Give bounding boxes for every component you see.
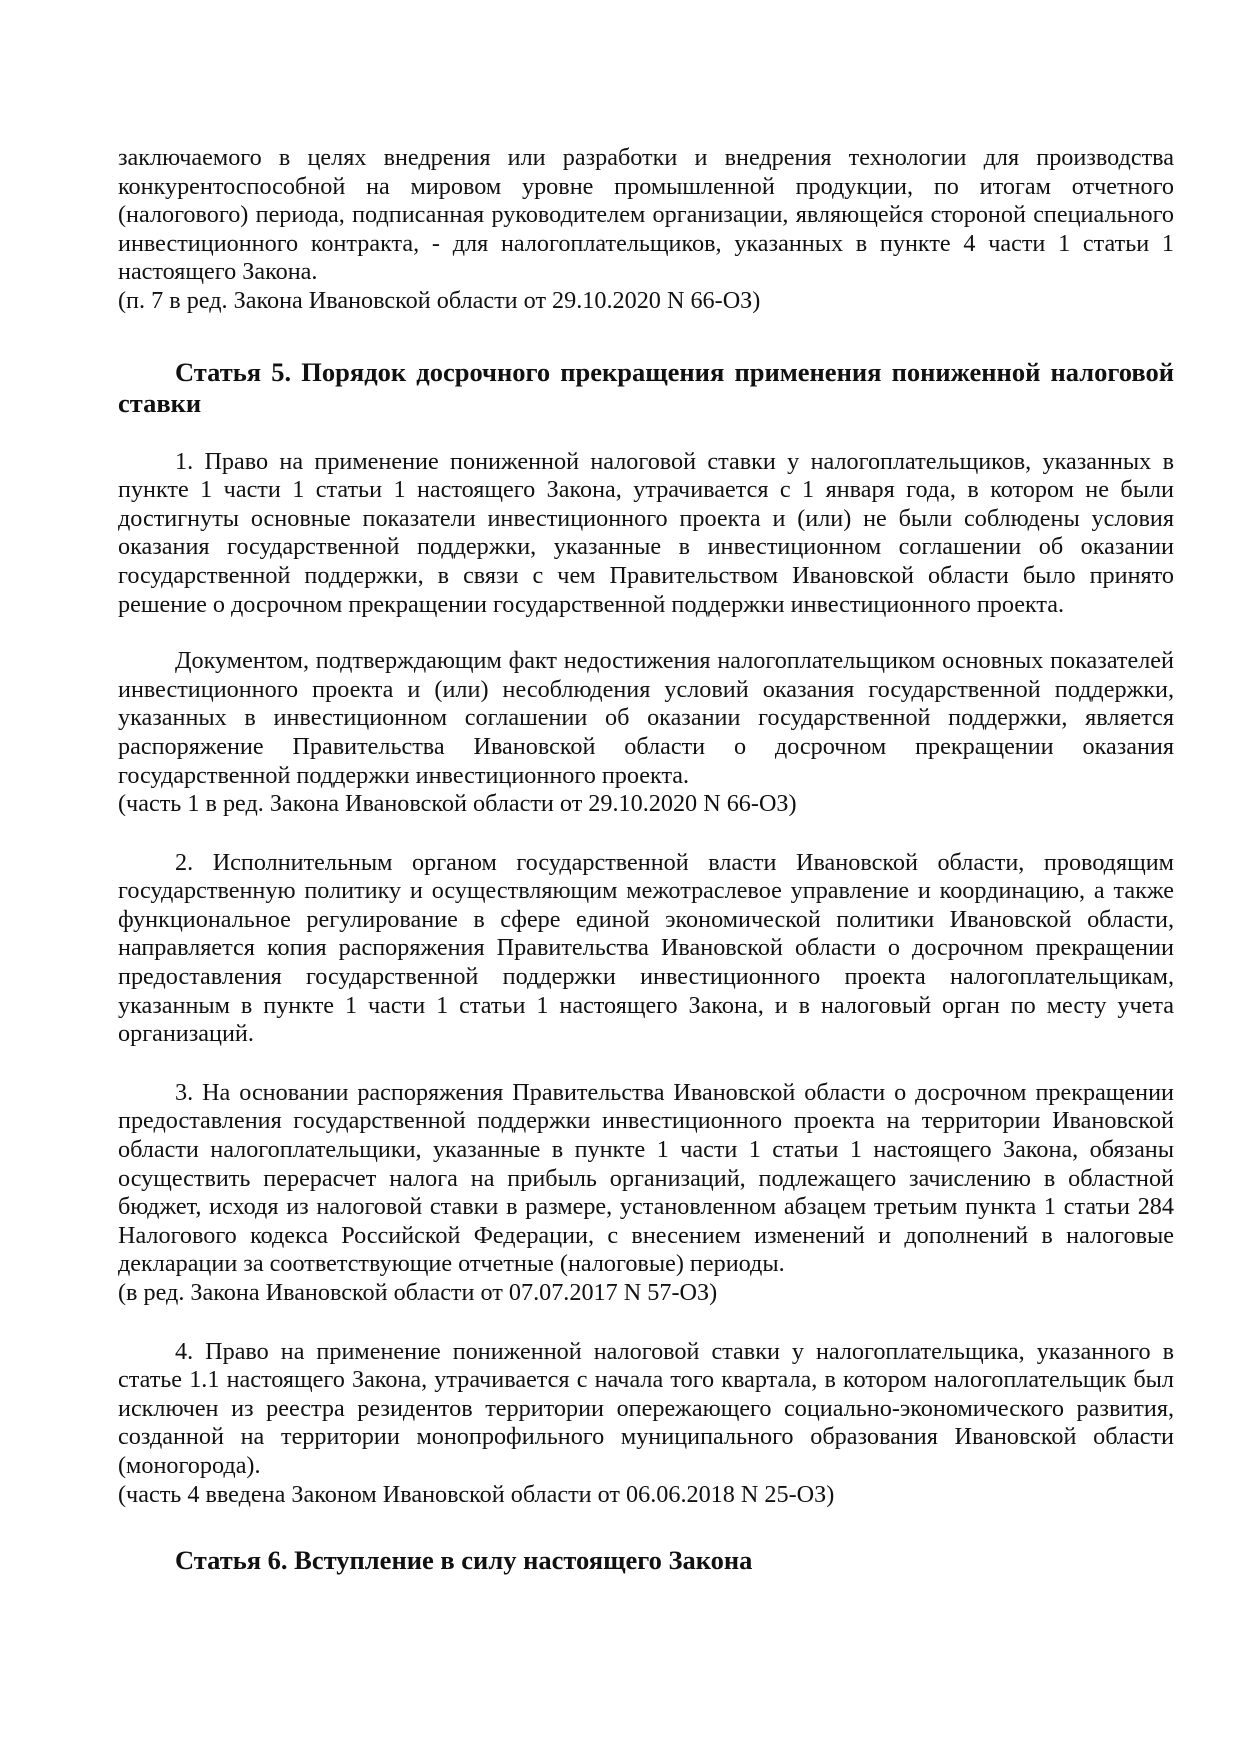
intro-amendment-note: (п. 7 в ред. Закона Ивановской области от 29.10.2020 N 66-ОЗ) bbox=[118, 286, 761, 314]
article-5-heading: Статья 5. Порядок досрочного прекращения применения пониженной налоговой ставки bbox=[118, 356, 1174, 418]
article-5-part-4-amendment-note: (часть 4 введена Законом Ивановской области от 06.06.2018 N 25-ОЗ) bbox=[118, 1480, 835, 1508]
article-5-part-2: 2. Исполнительным органом государственной власти Ивановской области, проводящим государственную политику и осуществляющим межотраслевое управление и координацию, а также функциональное регулирование в сфере единой экономической политики Ивановской области, направляется копия распоряжения Правительства Ивановской области о досрочном прекращении предоставления государственной поддержки инвестиционного проекта налогоплательщикам, указанным в пункте 1 части 1 статьи 1 настоящего Закона, и в налоговый орган по месту учета организаций. bbox=[118, 848, 1174, 1048]
article-5-part-1: 1. Право на применение пониженной налоговой ставки у налогоплательщиков, указанных в пункте 1 части 1 статьи 1 настоящего Закона, утрачивается с 1 января года, в котором не были достигнуты основные показатели инвестиционного проекта и (или) не были соблюдены условия оказания государственной поддержки, указанные в инвестиционном соглашении об оказании государственной поддержки, в связи с чем Правительством Ивановской области было принято решение о досрочном прекращении государственной поддержки инвестиционного проекта. bbox=[118, 447, 1174, 618]
intro-paragraph: заключаемого в целях внедрения или разработки и внедрения технологии для производства конкурентоспособной на мировом уровне промышленной продукции, по итогам отчетного (налогового) периода, подписанная руководителем организации, являющейся стороной специального инвестиционного контракта, - для налогоплательщиков, указанных в пункте 4 части 1 статьи 1 настоящего Закона. bbox=[118, 144, 1174, 286]
article-5-part-1-second-paragraph: Документом, подтверждающим факт недостижения налогоплательщиком основных показателей инвестиционного проекта и (или) несоблюдения условий оказания государственной поддержки, указанных в инвестиционном соглашении об оказании государственной поддержки, является распоряжение Правительства Ивановской области о досрочном прекращении оказания государственной поддержки инвестиционного проекта. bbox=[118, 647, 1174, 789]
article-6-heading: Статья 6. Вступление в силу настоящего Закона bbox=[175, 1545, 753, 1576]
article-5-part-1-amendment-note: (часть 1 в ред. Закона Ивановской области от 29.10.2020 N 66-ОЗ) bbox=[118, 790, 797, 818]
article-5-part-3-amendment-note: (в ред. Закона Ивановской области от 07.07.2017 N 57-ОЗ) bbox=[118, 1279, 718, 1306]
article-5-part-3: 3. На основании распоряжения Правительства Ивановской области о досрочном прекращении предоставления государственной поддержки инвестиционного проекта на территории Ивановской области налогоплательщики, указанные в пункте 1 части 1 статьи 1 настоящего Закона, обязаны осуществить перерасчет налога на прибыль организаций, подлежащего зачислению в областной бюджет, исходя из налоговой ставки в размере, установленном абзацем третьим пункта 1 статьи 284 Налогового кодекса Российской Федерации, с внесением изменений и дополнений в налоговые декларации за соответствующие отчетные (налоговые) периоды. bbox=[118, 1078, 1174, 1278]
article-5-part-4: 4. Право на применение пониженной налоговой ставки у налогоплательщика, указанного в статье 1.1 настоящего Закона, утрачивается с начала того квартала, в котором налогоплательщик был исключен из реестра резидентов территории опережающего социально-экономического развития, созданной на территории монопрофильного муниципального образования Ивановской области (моногорода). bbox=[118, 1337, 1174, 1479]
